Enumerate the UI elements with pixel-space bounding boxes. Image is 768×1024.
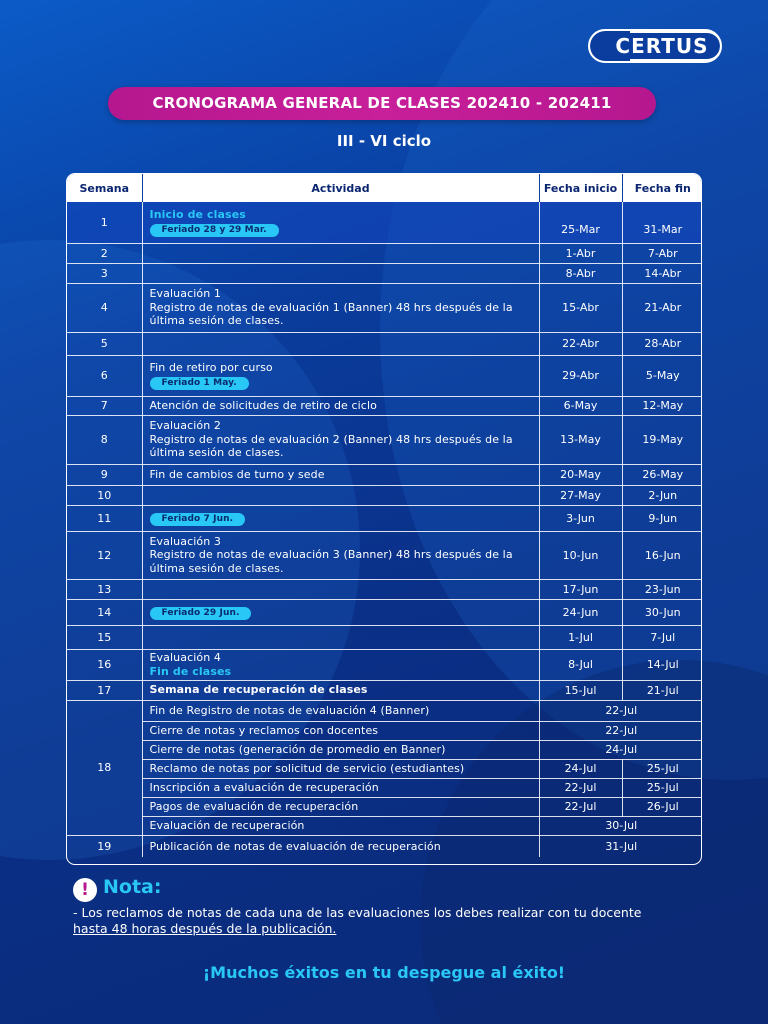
logo-text: CERTUS [604, 33, 720, 59]
start-date-cell: 22-Abr [539, 332, 622, 355]
activity-cell: Inscripción a evaluación de recuperación [142, 778, 539, 797]
holiday-row [150, 511, 532, 526]
week-cell: 6 [67, 355, 142, 396]
holiday-row [150, 222, 532, 237]
activity-cell [142, 263, 539, 283]
activity-cell [142, 283, 539, 332]
week-cell: 5 [67, 332, 142, 355]
page-title: CRONOGRAMA GENERAL DE CLASES 202410 - 202411 [108, 87, 656, 120]
start-date-cell: 15-Jul [539, 680, 622, 700]
activity-cell: Pagos de evaluación de recuperación [142, 797, 539, 816]
activity-cell [142, 599, 539, 625]
schedule-table [66, 173, 702, 865]
end-date-cell: 2-Jun [622, 485, 702, 505]
week-cell: 9 [67, 464, 142, 485]
table-row [67, 202, 702, 243]
table-row [67, 396, 702, 415]
start-date-cell: 27-May [539, 485, 622, 505]
start-date-cell: 25-Mar [539, 202, 622, 243]
table-row [67, 464, 702, 485]
end-date-cell: 26-May [622, 464, 702, 485]
header-activity: Actividad [142, 174, 539, 202]
start-date-cell: 17-Jun [539, 579, 622, 599]
header-start-date: Fecha inicio [539, 174, 622, 202]
table-row [67, 599, 702, 625]
week-cell: 14 [67, 599, 142, 625]
table-row [67, 332, 702, 355]
table-row [67, 415, 702, 464]
activity-line: Fin de cambios de turno y sede [149, 467, 325, 481]
holiday-row [150, 375, 532, 390]
note-line-underlined: hasta 48 horas después de la publicación. [73, 920, 337, 936]
end-date-cell: 30-Jun [622, 599, 702, 625]
date-cell: 22-Jul [539, 721, 702, 740]
table-row [67, 816, 702, 835]
date-cell: 31-Jul [539, 835, 702, 857]
activity-cell [142, 531, 539, 579]
table-row [67, 579, 702, 599]
start-date-cell: 3-Jun [539, 505, 622, 531]
start-date-cell: 13-May [539, 415, 622, 464]
week-cell: 19 [67, 835, 142, 857]
week-cell: 15 [67, 625, 142, 649]
end-date-cell: 23-Jun [622, 579, 702, 599]
week-cell: 16 [67, 649, 142, 680]
start-date-cell: 8-Jul [539, 649, 622, 680]
activity-line: Inicio de clases [149, 208, 246, 221]
week-cell: 1 [67, 202, 142, 243]
week-cell: 18 [67, 700, 142, 835]
table-row [67, 740, 702, 759]
start-date-cell: 8-Abr [539, 263, 622, 283]
start-date-cell: 15-Abr [539, 283, 622, 332]
start-date-cell: 6-May [539, 396, 622, 415]
table-row [67, 759, 702, 778]
end-date-cell: 21-Jul [622, 680, 702, 700]
activity-cell [142, 505, 539, 531]
activity-line: Fin de clases [149, 664, 232, 678]
end-date-cell: 7-Jul [622, 625, 702, 649]
end-date-cell: 26-Jul [622, 797, 702, 816]
start-date-cell: 10-Jun [539, 531, 622, 579]
activity-cell: Cierre de notas y reclamos con docentes [142, 721, 539, 740]
note-text [73, 905, 713, 936]
activity-line: Evaluación 4 [149, 651, 221, 664]
week-cell: 2 [67, 243, 142, 263]
note-line: - Los reclamos de notas de cada una de las evaluaciones los debes realizar con tu docente [73, 905, 642, 920]
end-date-cell: 31-Mar [622, 202, 702, 243]
table-row [67, 721, 702, 740]
week-cell: 11 [67, 505, 142, 531]
table-row [67, 778, 702, 797]
activity-cell [142, 579, 539, 599]
week-cell: 10 [67, 485, 142, 505]
activity-cell [142, 332, 539, 355]
table-row [67, 355, 702, 396]
start-date-cell: 22-Jul [539, 797, 622, 816]
holiday-badge: Feriado 28 y 29 Mar. [150, 224, 279, 237]
week-cell: 8 [67, 415, 142, 464]
start-date-cell: 29-Abr [539, 355, 622, 396]
page-subtitle: III - VI ciclo [336, 132, 432, 150]
date-cell: 24-Jul [539, 740, 702, 759]
week-cell: 17 [67, 680, 142, 700]
end-date-cell: 19-May [622, 415, 702, 464]
holiday-row [150, 605, 532, 620]
table-row [67, 797, 702, 816]
table-row [67, 263, 702, 283]
activity-cell: Reclamo de notas por solicitud de servicio (estudiantes) [142, 759, 539, 778]
week-cell: 4 [67, 283, 142, 332]
holiday-badge: Feriado 29 Jun. [150, 607, 252, 620]
activity-cell [142, 485, 539, 505]
week-cell: 3 [67, 263, 142, 283]
certus-logo [588, 29, 722, 63]
end-date-cell: 12-May [622, 396, 702, 415]
activity-cell: Publicación de notas de evaluación de recuperación [142, 835, 539, 857]
activity-cell [142, 355, 539, 396]
week-cell: 12 [67, 531, 142, 579]
table-row [67, 531, 702, 579]
header-week: Semana [67, 174, 142, 202]
table-row [67, 283, 702, 332]
table-header-row [67, 174, 702, 202]
end-date-cell: 21-Abr [622, 283, 702, 332]
activity-cell [142, 680, 539, 700]
activity-cell [142, 202, 539, 243]
activity-cell [142, 396, 539, 415]
table-row [67, 649, 702, 680]
activity-line: Atención de solicitudes de retiro de ciclo [149, 398, 377, 412]
end-date-cell: 25-Jul [622, 759, 702, 778]
activity-line: Evaluación 2 [149, 419, 221, 433]
activity-line: Registro de notas de evaluación 1 (Banner) 48 hrs después de la última sesión de clases. [149, 300, 513, 328]
start-date-cell: 20-May [539, 464, 622, 485]
table-row [67, 835, 702, 857]
activity-cell: Evaluación de recuperación [142, 816, 539, 835]
end-date-cell: 7-Abr [622, 243, 702, 263]
footer-message: ¡Muchos éxitos en tu despegue al éxito! [202, 963, 566, 982]
end-date-cell: 25-Jul [622, 778, 702, 797]
start-date-cell: 24-Jul [539, 759, 622, 778]
activity-cell: Cierre de notas (generación de promedio en Banner) [142, 740, 539, 759]
date-cell: 22-Jul [539, 700, 702, 721]
week-cell: 13 [67, 579, 142, 599]
activity-cell [142, 415, 539, 464]
end-date-cell: 5-May [622, 355, 702, 396]
activity-cell [142, 625, 539, 649]
table-row [67, 700, 702, 721]
table-row [67, 243, 702, 263]
end-date-cell: 9-Jun [622, 505, 702, 531]
activity-cell: Fin de Registro de notas de evaluación 4 (Banner) [142, 700, 539, 721]
table-row [67, 485, 702, 505]
end-date-cell: 14-Jul [622, 649, 702, 680]
table-row [67, 505, 702, 531]
exclamation-icon: ! [73, 878, 97, 902]
activity-cell [142, 649, 539, 680]
end-date-cell: 28-Abr [622, 332, 702, 355]
holiday-badge: Feriado 1 May. [150, 377, 249, 390]
table-row [67, 625, 702, 649]
activity-line: Registro de notas de evaluación 2 (Banner) 48 hrs después de la última sesión de clases. [149, 432, 513, 460]
activity-line: Evaluación 1 [149, 287, 221, 301]
activity-line: Semana de recuperación de clases [149, 683, 368, 697]
date-cell: 30-Jul [539, 816, 702, 835]
activity-cell [142, 464, 539, 485]
header-end-date: Fecha fin [634, 181, 691, 195]
activity-line: Evaluación 3 [149, 534, 221, 548]
start-date-cell: 24-Jun [539, 599, 622, 625]
note-title: Nota: [103, 876, 162, 898]
start-date-cell: 22-Jul [539, 778, 622, 797]
start-date-cell: 1-Jul [539, 625, 622, 649]
end-date-cell: 14-Abr [622, 263, 702, 283]
activity-line: Registro de notas de evaluación 3 (Banner) 48 hrs después de la última sesión de clases. [149, 548, 513, 575]
end-date-cell: 16-Jun [622, 531, 702, 579]
activity-line: Fin de retiro por curso [149, 361, 273, 375]
holiday-badge: Feriado 7 Jun. [150, 513, 246, 526]
table-row [67, 680, 702, 700]
start-date-cell: 1-Abr [539, 243, 622, 263]
week-cell: 7 [67, 396, 142, 415]
activity-cell [142, 243, 539, 263]
